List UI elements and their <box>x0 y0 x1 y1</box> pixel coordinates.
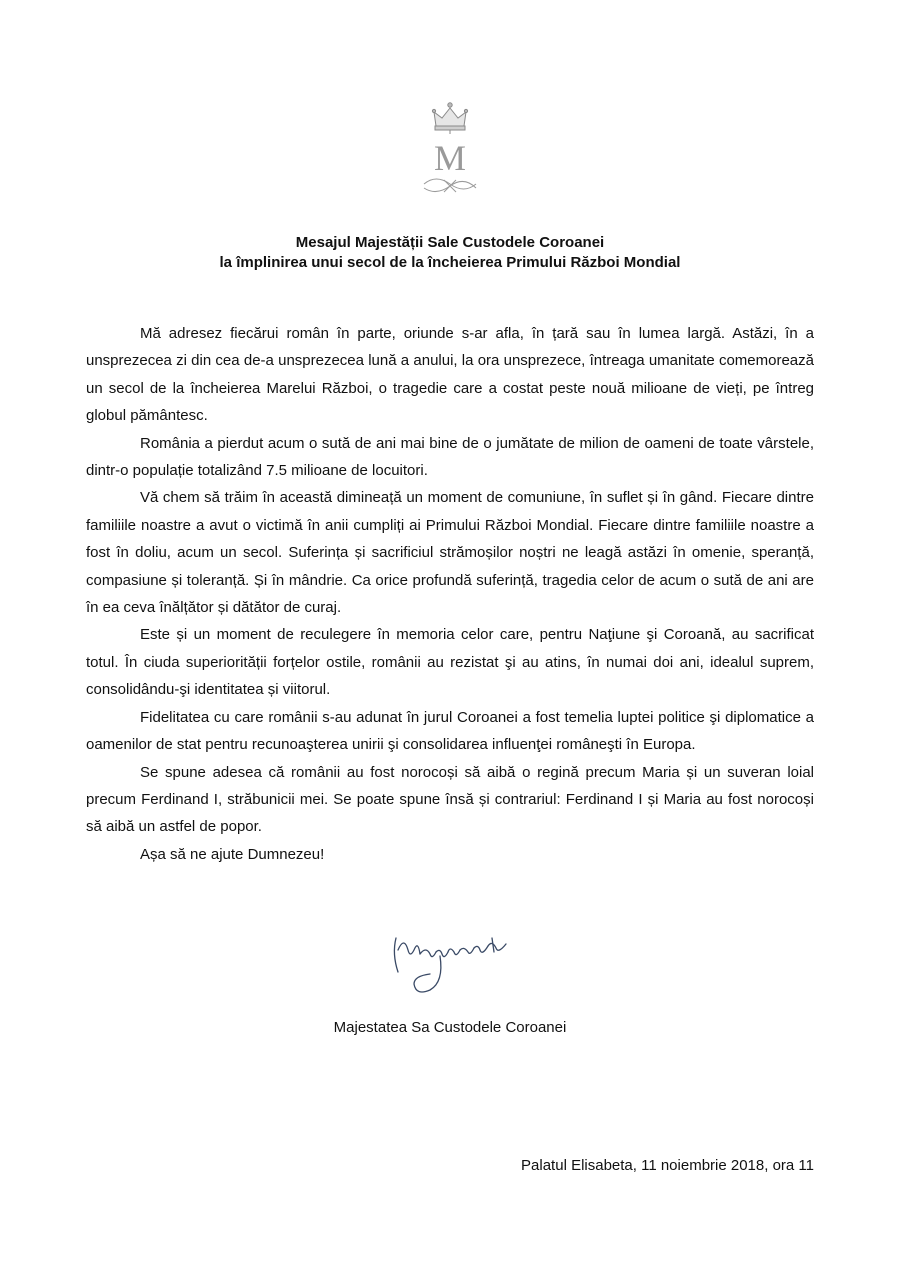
paragraph: Fidelitatea cu care românii s-au adunat în jurul Coroanei a fost temelia luptei politice şi diplomatice a oamenilor de stat pentru recunoaşterea unirii şi consolidarea influenţei româneşti în Europa. <box>86 708 814 754</box>
paragraph: Mă adresez fiecărui român în parte, oriunde s-ar afla, în țară sau în lumea largă. Astăzi, în a unsprezecea zi din cea de-a unsprezecea lună a anului, la ora unsprezece, întreaga umanitate comemorează un secol de la încheierea Marelui Război, o tragedie care a costat peste nouă milioane de vieți, pe întreg globul pământesc. <box>86 325 814 425</box>
paragraph: România a pierdut acum o sută de ani mai bine de o jumătate de milion de oameni de toate vârstele, dintr-o populație totalizând 7.5 milioane de locuitori. <box>86 434 814 480</box>
royal-crown-monogram-icon <box>420 100 480 196</box>
signer-title: Majestatea Sa Custodele Coroanei <box>333 1019 567 1036</box>
handwritten-signature <box>384 920 524 1010</box>
place-date: Palatul Elisabeta, 11 noiembrie 2018, ora 11 <box>521 1157 814 1174</box>
page-subtitle: la împlinirea unui secol de la încheierea Primului Război Mondial <box>219 254 681 271</box>
closing-line: Așa să ne ajute Dumnezeu! <box>140 845 325 863</box>
message-body <box>86 320 814 868</box>
paragraph: Vă chem să trăim în această dimineață un moment de comuniune, în suflet și în gând. Fiecare dintre familiile noastre a avut o victimă în anii cumpliți ai Primului Război Mondial. Fiecare dintre familiile noastre a fost în doliu, acum un secol. Suferința și sacrificiul strămoșilor noștri ne leagă astăzi în omenie, speranță, compasiune și toleranță. Și în mândrie. Ca orice profundă suferință, tragedia celor de acum o sută de ani are în ea ceva înălțător și dătător de curaj. <box>86 489 814 617</box>
paragraph: Este și un moment de reculegere în memoria celor care, pentru Naţiune şi Coroană, au sacrificat totul. În ciuda superiorității forțelor ostile, românii au rezistat şi au atins, în numai doi ani, idealul suprem, consolidându-şi identitatea și viitorul. <box>86 626 814 699</box>
monogram-letter: M <box>433 138 467 178</box>
paragraph: Se spune adesea că românii au fost norocoși să aibă o regină precum Maria și un suveran loial precum Ferdinand I, străbunicii mei. Se poate spune însă și contrariul: Ferdinand I și Maria au fost norocoși să aibă un astfel de popor. <box>86 763 814 836</box>
page-title: Mesajul Majestății Sale Custodele Coroanei <box>295 234 605 251</box>
